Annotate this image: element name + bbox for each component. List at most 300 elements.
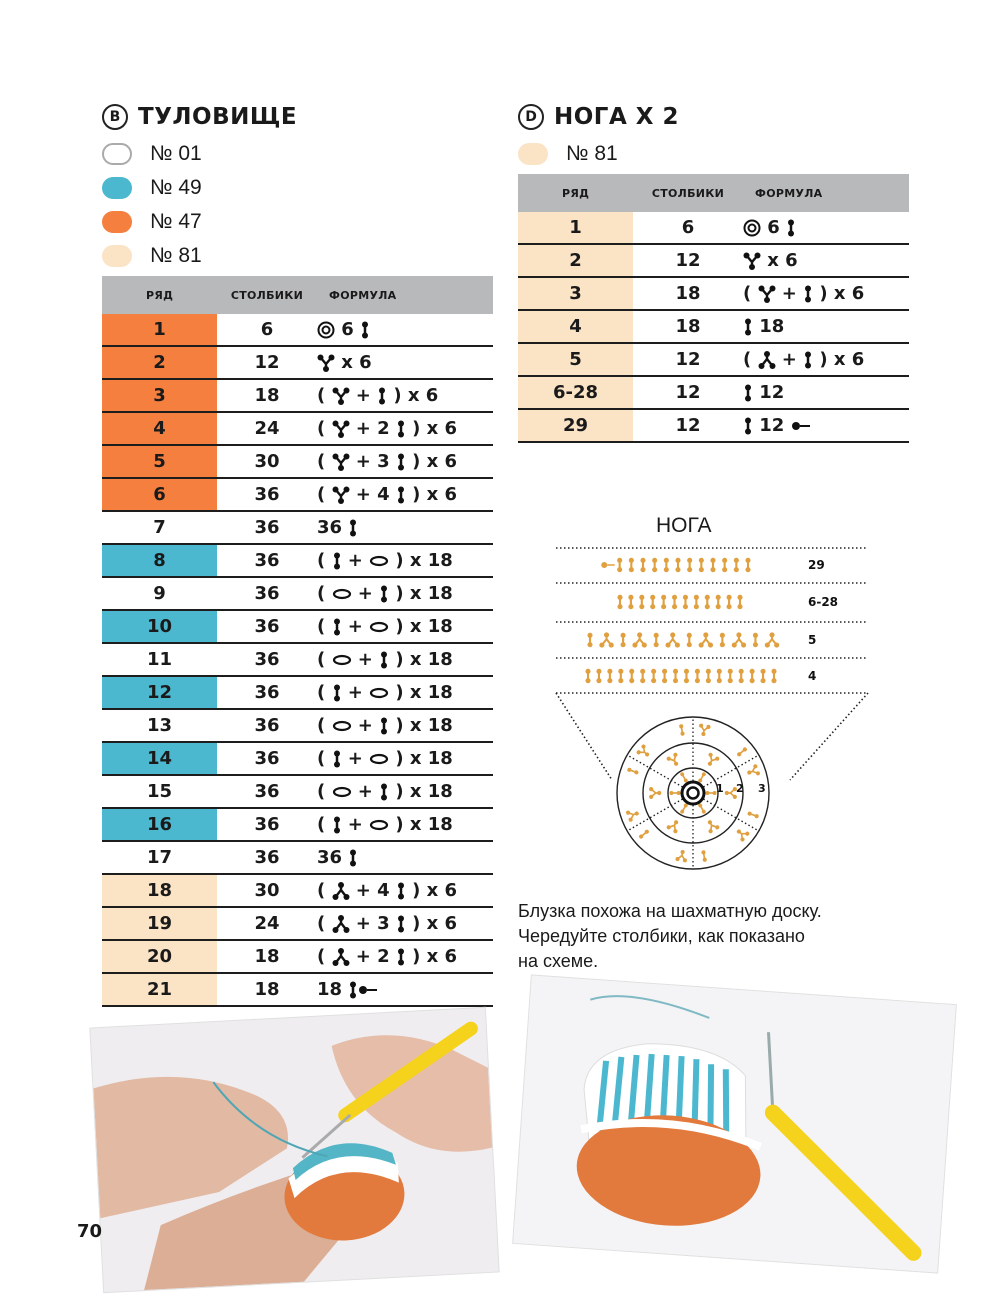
formula-text: ) x 6 bbox=[405, 880, 458, 901]
formula-text: ) x 6 bbox=[405, 451, 458, 472]
single-crochet-icon bbox=[680, 772, 689, 784]
single-crochet-icon bbox=[722, 558, 727, 572]
stitch-count: 36 bbox=[217, 577, 317, 610]
single-crochet-icon bbox=[348, 849, 358, 867]
single-crochet-icon bbox=[377, 387, 387, 405]
formula-text: ) x 6 bbox=[813, 349, 865, 370]
row-number: 29 bbox=[518, 409, 633, 442]
row-number: 16 bbox=[102, 808, 217, 841]
row-formula bbox=[317, 907, 493, 940]
yarn-label: № 01 bbox=[150, 142, 202, 165]
body-yarn-list bbox=[102, 137, 202, 273]
section-letter-badge: B bbox=[102, 104, 128, 130]
single-crochet-icon bbox=[705, 791, 716, 795]
decrease-icon bbox=[765, 632, 779, 647]
decrease-icon bbox=[332, 948, 350, 966]
row-number: 7 bbox=[102, 511, 217, 544]
row-formula bbox=[317, 742, 493, 775]
single-crochet-icon bbox=[786, 219, 796, 237]
increase-icon bbox=[649, 787, 661, 799]
diagram-row-label: 6-28 bbox=[808, 595, 839, 609]
stitch-count: 36 bbox=[217, 841, 317, 874]
formula-text: ) x 18 bbox=[389, 616, 453, 637]
row-number: 4 bbox=[102, 412, 217, 445]
formula-text: ) x 6 bbox=[813, 283, 865, 304]
increase-icon bbox=[636, 744, 653, 761]
magic-ring-icon bbox=[682, 782, 704, 804]
row-number: 5 bbox=[518, 343, 633, 376]
row-formula bbox=[317, 643, 493, 676]
stitch-count: 18 bbox=[217, 940, 317, 973]
formula-text: + bbox=[341, 550, 370, 571]
formula-text: + bbox=[341, 616, 370, 637]
slip-stitch-icon bbox=[791, 420, 811, 432]
single-crochet-icon bbox=[699, 558, 704, 572]
row-number: 10 bbox=[102, 610, 217, 643]
single-crochet-icon bbox=[379, 783, 389, 801]
single-crochet-icon bbox=[701, 850, 707, 862]
table-row bbox=[102, 643, 493, 676]
row-number: 6 bbox=[102, 478, 217, 511]
formula-text: + bbox=[351, 781, 380, 802]
row-formula bbox=[317, 775, 493, 808]
increase-icon bbox=[697, 723, 710, 737]
formula-text: ( bbox=[743, 283, 758, 304]
single-crochet-icon bbox=[771, 669, 776, 683]
single-crochet-icon bbox=[743, 318, 753, 336]
formula-text: + bbox=[341, 748, 370, 769]
row-formula bbox=[317, 346, 493, 379]
chain-stitch-icon bbox=[369, 753, 389, 765]
single-crochet-icon bbox=[734, 558, 739, 572]
caption-line: Чередуйте столбики, как показано bbox=[518, 926, 805, 946]
yarn-item bbox=[102, 205, 202, 239]
single-crochet-icon bbox=[607, 669, 612, 683]
stitch-count: 18 bbox=[217, 379, 317, 412]
formula-text: ) x 18 bbox=[389, 649, 453, 670]
page-number: 70 bbox=[77, 1221, 103, 1242]
single-crochet-icon bbox=[687, 558, 692, 572]
row-formula bbox=[743, 212, 909, 244]
formula-text: ) x 6 bbox=[405, 946, 458, 967]
table-row bbox=[518, 376, 909, 409]
row-number: 1 bbox=[102, 314, 217, 346]
row-number: 18 bbox=[102, 874, 217, 907]
formula-text: ( bbox=[317, 385, 332, 406]
single-crochet-icon bbox=[706, 669, 711, 683]
decrease-icon bbox=[332, 882, 350, 900]
chain-stitch-icon bbox=[332, 588, 352, 600]
leg-yarn-list bbox=[518, 137, 618, 171]
row-number: 9 bbox=[102, 577, 217, 610]
formula-text: ) x 18 bbox=[389, 715, 453, 736]
formula-text: 36 bbox=[317, 847, 349, 868]
single-crochet-icon bbox=[348, 981, 358, 999]
single-crochet-icon bbox=[694, 595, 699, 609]
formula-text: ) x 18 bbox=[389, 814, 453, 835]
row-number: 12 bbox=[102, 676, 217, 709]
formula-text: + bbox=[351, 715, 380, 736]
single-crochet-icon bbox=[650, 595, 655, 609]
row-number: 2 bbox=[102, 346, 217, 379]
single-crochet-icon bbox=[683, 595, 688, 609]
formula-text: + bbox=[775, 283, 804, 304]
single-crochet-icon bbox=[640, 558, 645, 572]
row-number: 15 bbox=[102, 775, 217, 808]
row-number: 5 bbox=[102, 445, 217, 478]
single-crochet-icon bbox=[379, 585, 389, 603]
formula-text: ( bbox=[743, 349, 758, 370]
single-crochet-icon bbox=[727, 595, 732, 609]
formula-text: + 2 bbox=[349, 418, 396, 439]
diagram-row-label: 4 bbox=[808, 669, 817, 683]
magic-ring-icon bbox=[317, 321, 335, 339]
table-row bbox=[102, 973, 493, 1006]
row-number: 4 bbox=[518, 310, 633, 343]
table-row bbox=[102, 544, 493, 577]
decrease-icon bbox=[732, 632, 746, 647]
section-title: ТУЛОВИЩЕ bbox=[138, 104, 298, 130]
single-crochet-icon bbox=[803, 285, 813, 303]
increase-icon bbox=[675, 849, 688, 863]
single-crochet-icon bbox=[628, 595, 633, 609]
column-header-stitches: СТОЛБИКИ bbox=[217, 276, 317, 314]
row-formula bbox=[317, 610, 493, 643]
single-crochet-icon bbox=[736, 747, 747, 758]
increase-icon bbox=[745, 764, 760, 779]
stitch-count: 12 bbox=[633, 343, 743, 376]
table-row bbox=[102, 709, 493, 742]
stitch-count: 6 bbox=[633, 212, 743, 244]
row-formula bbox=[317, 940, 493, 973]
single-crochet-icon bbox=[716, 595, 721, 609]
formula-text: ) x 6 bbox=[387, 385, 439, 406]
single-crochet-icon bbox=[617, 558, 622, 572]
column-header-row: РЯД bbox=[102, 276, 217, 314]
formula-text: ) x 18 bbox=[389, 748, 453, 769]
row-formula bbox=[317, 808, 493, 841]
row-formula bbox=[317, 709, 493, 742]
yarn-swatch-white bbox=[102, 143, 132, 165]
row-formula bbox=[317, 577, 493, 610]
single-crochet-icon bbox=[761, 669, 766, 683]
formula-text: + bbox=[351, 583, 380, 604]
chain-stitch-icon bbox=[369, 621, 389, 633]
diagram-row-label: 29 bbox=[808, 558, 825, 572]
row-formula bbox=[743, 244, 909, 277]
table-row bbox=[102, 940, 493, 973]
leg-stitch-diagram bbox=[550, 540, 880, 885]
column-header-formula: ФОРМУЛА bbox=[743, 174, 909, 212]
single-crochet-icon bbox=[803, 351, 813, 369]
formula-text: ) x 18 bbox=[389, 583, 453, 604]
single-crochet-icon bbox=[698, 772, 707, 784]
formula-text: ( bbox=[317, 913, 332, 934]
column-header-row: РЯД bbox=[518, 174, 633, 212]
single-crochet-icon bbox=[639, 595, 644, 609]
formula-text: + 4 bbox=[349, 484, 396, 505]
formula-text: ) x 18 bbox=[389, 781, 453, 802]
chain-stitch-icon bbox=[369, 687, 389, 699]
increase-icon bbox=[704, 817, 720, 834]
single-crochet-icon bbox=[621, 633, 626, 647]
row-number: 1 bbox=[518, 212, 633, 244]
row-formula bbox=[317, 314, 493, 346]
yarn-label: № 49 bbox=[150, 176, 202, 199]
stitch-count: 30 bbox=[217, 445, 317, 478]
formula-text: ( bbox=[317, 583, 332, 604]
photo-illustration bbox=[513, 976, 956, 1273]
single-crochet-icon bbox=[654, 633, 659, 647]
table-row bbox=[102, 445, 493, 478]
formula-text: ( bbox=[317, 781, 332, 802]
formula-text: + bbox=[341, 682, 370, 703]
single-crochet-icon bbox=[753, 633, 758, 647]
single-crochet-icon bbox=[332, 816, 342, 834]
chain-stitch-icon bbox=[332, 654, 352, 666]
table-row bbox=[102, 874, 493, 907]
row-formula bbox=[317, 412, 493, 445]
row-formula bbox=[743, 376, 909, 409]
stitch-count: 36 bbox=[217, 676, 317, 709]
stitch-count: 24 bbox=[217, 907, 317, 940]
single-crochet-icon bbox=[396, 915, 406, 933]
row-number: 17 bbox=[102, 841, 217, 874]
increase-icon bbox=[758, 285, 776, 303]
increase-icon bbox=[666, 752, 682, 769]
row-number: 14 bbox=[102, 742, 217, 775]
single-crochet-icon bbox=[698, 803, 707, 815]
table-row bbox=[518, 277, 909, 310]
single-crochet-icon bbox=[747, 811, 759, 819]
formula-text: + 3 bbox=[349, 913, 396, 934]
increase-icon bbox=[332, 387, 350, 405]
table-header-row bbox=[102, 276, 493, 314]
increase-icon bbox=[743, 252, 761, 270]
single-crochet-icon bbox=[332, 618, 342, 636]
formula-text: ( bbox=[317, 451, 332, 472]
section-letter-badge: D bbox=[518, 104, 544, 130]
single-crochet-icon bbox=[396, 486, 406, 504]
row-number: 2 bbox=[518, 244, 633, 277]
single-crochet-icon bbox=[627, 767, 639, 775]
table-row bbox=[102, 511, 493, 544]
table-row bbox=[102, 808, 493, 841]
formula-text: 36 bbox=[317, 517, 349, 538]
decrease-icon bbox=[758, 351, 776, 369]
stitch-count: 12 bbox=[633, 409, 743, 442]
formula-text: x 6 bbox=[335, 352, 372, 373]
single-crochet-icon bbox=[332, 552, 342, 570]
table-row bbox=[102, 379, 493, 412]
row-formula bbox=[743, 343, 909, 376]
stitch-count: 36 bbox=[217, 610, 317, 643]
row-formula bbox=[317, 445, 493, 478]
table-row bbox=[102, 775, 493, 808]
stitch-count: 36 bbox=[217, 544, 317, 577]
body-pattern-table bbox=[102, 276, 493, 1007]
row-number: 19 bbox=[102, 907, 217, 940]
caption-line: Блузка похожа на шахматную доску. bbox=[518, 901, 822, 921]
single-crochet-icon bbox=[737, 595, 742, 609]
stitch-count: 24 bbox=[217, 412, 317, 445]
row-number: 21 bbox=[102, 973, 217, 1006]
row-number: 3 bbox=[518, 277, 633, 310]
row-number: 6-28 bbox=[518, 376, 633, 409]
row-formula bbox=[317, 544, 493, 577]
row-formula bbox=[317, 676, 493, 709]
table-row bbox=[102, 841, 493, 874]
formula-text: ( bbox=[317, 550, 332, 571]
crochet-photo-piece bbox=[513, 976, 956, 1273]
yarn-swatch-blue bbox=[102, 177, 132, 199]
single-crochet-icon bbox=[396, 948, 406, 966]
single-crochet-icon bbox=[672, 595, 677, 609]
single-crochet-icon bbox=[743, 417, 753, 435]
yarn-swatch-cream bbox=[518, 143, 548, 165]
yarn-item bbox=[102, 171, 202, 205]
yarn-item bbox=[518, 137, 618, 171]
row-formula bbox=[743, 277, 909, 310]
single-crochet-icon bbox=[396, 453, 406, 471]
yarn-item bbox=[102, 137, 202, 171]
stitch-count: 30 bbox=[217, 874, 317, 907]
chain-stitch-icon bbox=[332, 720, 352, 732]
formula-text: ) x 6 bbox=[405, 418, 458, 439]
single-crochet-icon bbox=[587, 633, 592, 647]
formula-text: 6 bbox=[335, 319, 361, 340]
single-crochet-icon bbox=[673, 669, 678, 683]
stitch-count: 18 bbox=[633, 277, 743, 310]
column-header-stitches: СТОЛБИКИ bbox=[633, 174, 743, 212]
formula-text: ( bbox=[317, 946, 332, 967]
formula-text: + 2 bbox=[349, 946, 396, 967]
section-title: НОГА X 2 bbox=[554, 104, 680, 130]
single-crochet-icon bbox=[629, 669, 634, 683]
table-row bbox=[518, 212, 909, 244]
formula-text: + bbox=[341, 814, 370, 835]
row-formula bbox=[743, 310, 909, 343]
stitch-count: 12 bbox=[633, 244, 743, 277]
formula-text: ) x 18 bbox=[389, 682, 453, 703]
single-crochet-icon bbox=[710, 558, 715, 572]
decrease-icon bbox=[332, 915, 350, 933]
single-crochet-icon bbox=[651, 669, 656, 683]
single-crochet-icon bbox=[720, 633, 725, 647]
table-row bbox=[102, 346, 493, 379]
stitch-count: 36 bbox=[217, 511, 317, 544]
single-crochet-icon bbox=[745, 558, 750, 572]
stitch-count: 36 bbox=[217, 808, 317, 841]
decrease-icon bbox=[666, 632, 680, 647]
row-formula bbox=[317, 511, 493, 544]
photo-illustration bbox=[90, 1008, 498, 1292]
single-crochet-icon bbox=[638, 829, 649, 840]
single-crochet-icon bbox=[680, 803, 689, 815]
single-crochet-icon bbox=[596, 669, 601, 683]
single-crochet-icon bbox=[728, 669, 733, 683]
increase-icon bbox=[332, 486, 350, 504]
diagram-round-label: 2 bbox=[736, 782, 744, 795]
formula-text: + 3 bbox=[349, 451, 396, 472]
row-number: 13 bbox=[102, 709, 217, 742]
single-crochet-icon bbox=[687, 633, 692, 647]
stitch-count: 18 bbox=[633, 310, 743, 343]
row-number: 8 bbox=[102, 544, 217, 577]
formula-text: 18 bbox=[753, 316, 785, 337]
increase-icon bbox=[734, 826, 751, 843]
row-formula bbox=[317, 874, 493, 907]
single-crochet-icon bbox=[661, 595, 666, 609]
increase-icon bbox=[332, 453, 350, 471]
table-row bbox=[102, 907, 493, 940]
table-row bbox=[102, 577, 493, 610]
single-crochet-icon bbox=[617, 595, 622, 609]
single-crochet-icon bbox=[332, 750, 342, 768]
yarn-swatch-cream bbox=[102, 245, 132, 267]
increase-icon bbox=[666, 817, 682, 834]
single-crochet-icon bbox=[669, 791, 680, 795]
diagram-caption bbox=[518, 899, 822, 974]
formula-text: ( bbox=[317, 616, 332, 637]
stitch-count: 36 bbox=[217, 643, 317, 676]
formula-text: ) x 6 bbox=[405, 484, 458, 505]
single-crochet-icon bbox=[640, 669, 645, 683]
stitch-count: 18 bbox=[217, 973, 317, 1006]
single-crochet-icon bbox=[585, 669, 590, 683]
row-formula bbox=[317, 379, 493, 412]
single-crochet-icon bbox=[743, 384, 753, 402]
increase-icon bbox=[704, 752, 720, 769]
formula-text: ( bbox=[317, 814, 332, 835]
formula-text: ( bbox=[317, 649, 332, 670]
formula-text: ( bbox=[317, 484, 332, 505]
yarn-label: № 81 bbox=[566, 142, 618, 165]
slip-stitch-icon bbox=[601, 562, 615, 568]
single-crochet-icon bbox=[332, 684, 342, 702]
single-crochet-icon bbox=[379, 717, 389, 735]
slip-stitch-icon bbox=[358, 984, 378, 996]
stitch-count: 6 bbox=[217, 314, 317, 346]
table-header-row bbox=[518, 174, 909, 212]
single-crochet-icon bbox=[396, 882, 406, 900]
yarn-item bbox=[102, 239, 202, 273]
formula-text: 18 bbox=[317, 979, 349, 1000]
single-crochet-icon bbox=[739, 669, 744, 683]
chain-stitch-icon bbox=[369, 555, 389, 567]
table-row bbox=[518, 343, 909, 376]
single-crochet-icon bbox=[396, 420, 406, 438]
formula-text: ( bbox=[317, 682, 332, 703]
formula-text: + bbox=[349, 385, 378, 406]
single-crochet-icon bbox=[675, 558, 680, 572]
table-row bbox=[102, 610, 493, 643]
table-row bbox=[102, 676, 493, 709]
single-crochet-icon bbox=[664, 558, 669, 572]
diagram-row-label: 5 bbox=[808, 633, 817, 647]
formula-text: 12 bbox=[753, 415, 791, 436]
caption-line: на схеме. bbox=[518, 951, 599, 971]
row-formula bbox=[317, 841, 493, 874]
formula-text: ( bbox=[317, 418, 332, 439]
single-crochet-icon bbox=[705, 595, 710, 609]
single-crochet-icon bbox=[652, 558, 657, 572]
row-formula bbox=[317, 478, 493, 511]
single-crochet-icon bbox=[695, 669, 700, 683]
stitch-count: 36 bbox=[217, 775, 317, 808]
formula-text: x 6 bbox=[761, 250, 798, 271]
stitch-count: 36 bbox=[217, 742, 317, 775]
